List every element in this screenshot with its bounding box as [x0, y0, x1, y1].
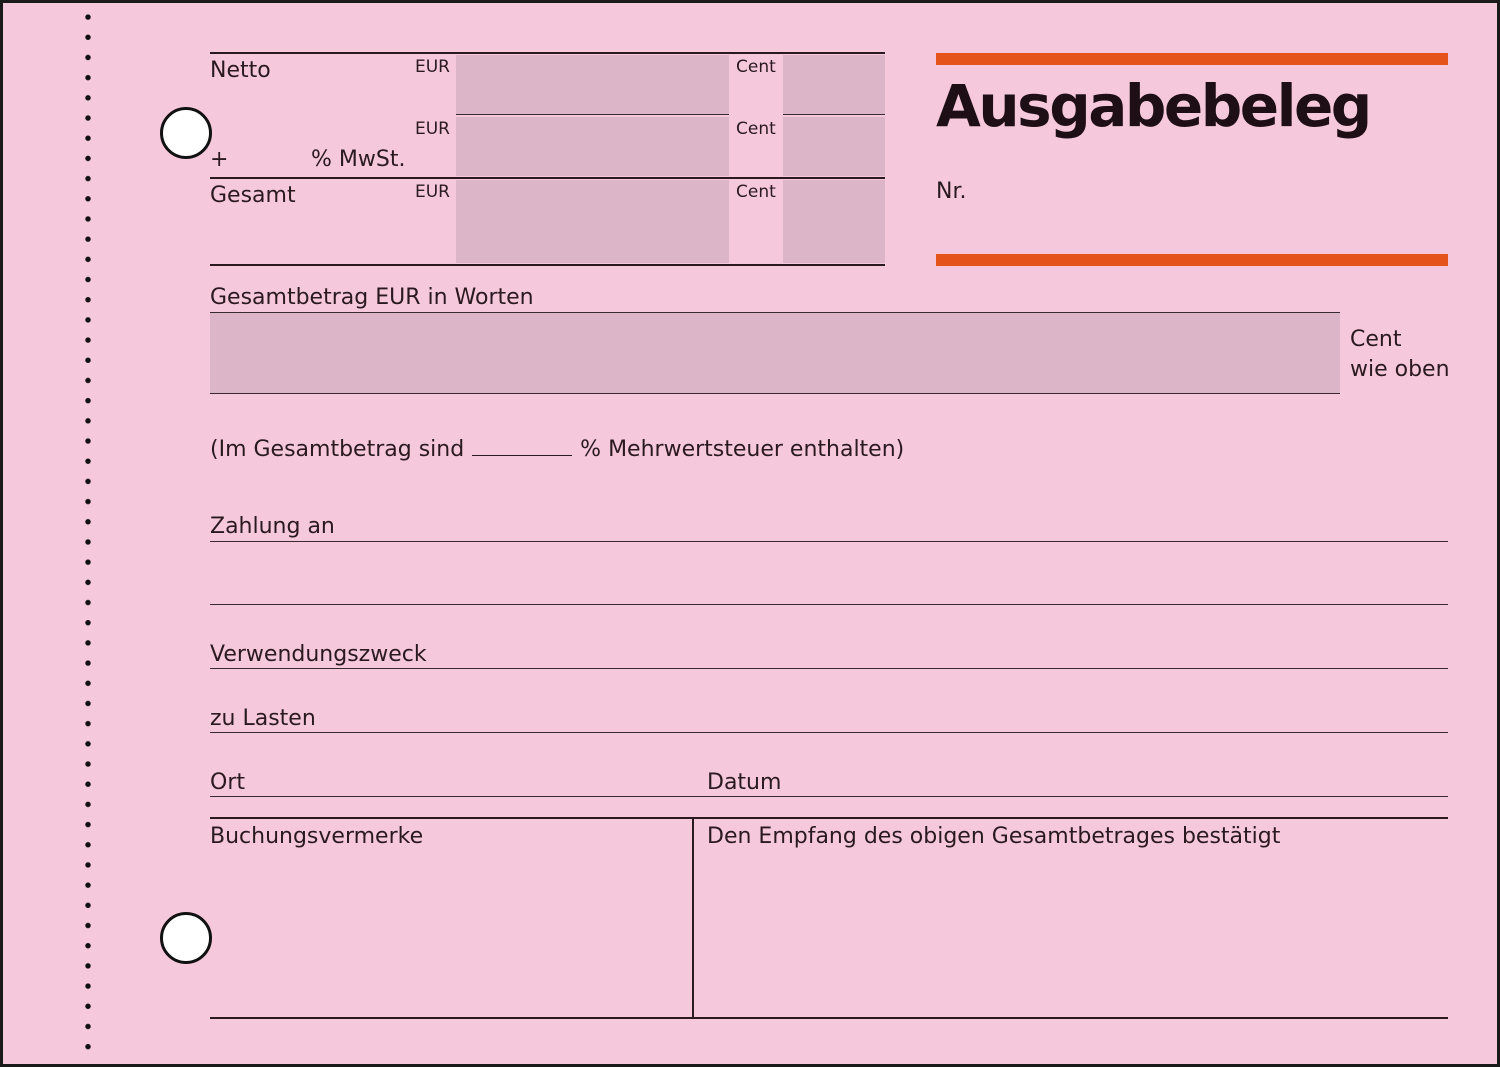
amount-table-mid-rule [210, 177, 885, 179]
title-accent-bar-bottom [936, 254, 1448, 266]
signature-area[interactable] [703, 853, 1443, 1013]
perforation-line [83, 7, 93, 1067]
gesamt-cent-label: Cent [736, 182, 776, 202]
cent-note-line2: wie oben [1350, 357, 1450, 382]
mwst-eur-field[interactable] [456, 117, 729, 176]
netto-cent-label: Cent [736, 57, 776, 77]
number-label: Nr. [936, 179, 967, 204]
amount-in-words-field[interactable] [210, 313, 1340, 393]
mwst-cent-label: Cent [736, 119, 776, 139]
ort-label: Ort [210, 770, 245, 795]
netto-label: Netto [210, 58, 271, 83]
ort-datum-line[interactable] [210, 796, 1448, 797]
amount-in-words-top-rule [210, 312, 1340, 313]
bottom-box-divider [692, 818, 694, 1019]
vat-percent-blank[interactable] [472, 455, 572, 456]
empfang-label: Den Empfang des obigen Gesamtbetrages bestätigt [707, 824, 1281, 849]
zahlung-label: Zahlung an [210, 514, 335, 539]
vat-sentence-start: (Im Gesamtbetrag sind [210, 437, 465, 462]
vat-sentence-end: % Mehrwertsteuer enthalten) [580, 437, 905, 462]
lasten-label: zu Lasten [210, 706, 316, 731]
buchung-label: Buchungsvermerke [210, 824, 424, 849]
amount-in-words-bottom-rule [210, 393, 1340, 394]
number-field[interactable] [973, 173, 1443, 209]
punch-hole-top [160, 107, 212, 159]
title-accent-bar-top [936, 53, 1448, 65]
form-title: Ausgabebeleg [936, 72, 1370, 140]
gesamt-cent-field[interactable] [783, 180, 885, 263]
punch-hole-bottom [160, 912, 212, 964]
lasten-line[interactable] [210, 732, 1448, 733]
verwendung-line[interactable] [210, 668, 1448, 669]
vat-sentence [210, 439, 904, 461]
zahlung-line-1[interactable] [210, 541, 1448, 542]
amount-in-words-label: Gesamtbetrag EUR in Worten [210, 285, 534, 310]
netto-eur-label: EUR [415, 57, 450, 77]
cent-note-line1: Cent [1350, 327, 1402, 352]
bottom-box-bottom-rule [210, 1017, 1448, 1019]
mwst-cent-field[interactable] [783, 117, 885, 176]
netto-eur-field[interactable] [456, 55, 729, 114]
bottom-box-top-rule [210, 817, 1448, 819]
netto-cent-underline [783, 114, 885, 115]
gesamt-eur-field[interactable] [456, 180, 729, 263]
plus-sign: + [210, 147, 229, 172]
gesamt-eur-label: EUR [415, 182, 450, 202]
verwendung-label: Verwendungszweck [210, 642, 427, 667]
datum-label: Datum [707, 770, 782, 795]
amount-table-top-rule [210, 52, 885, 54]
zahlung-line-2[interactable] [210, 604, 1448, 605]
netto-cent-field[interactable] [783, 55, 885, 114]
amount-table-bottom-rule [210, 264, 885, 266]
mwst-label: % MwSt. [311, 147, 406, 172]
netto-eur-underline [456, 114, 729, 115]
mwst-eur-label: EUR [415, 119, 450, 139]
gesamt-label: Gesamt [210, 183, 296, 208]
buchung-area[interactable] [210, 853, 688, 1013]
